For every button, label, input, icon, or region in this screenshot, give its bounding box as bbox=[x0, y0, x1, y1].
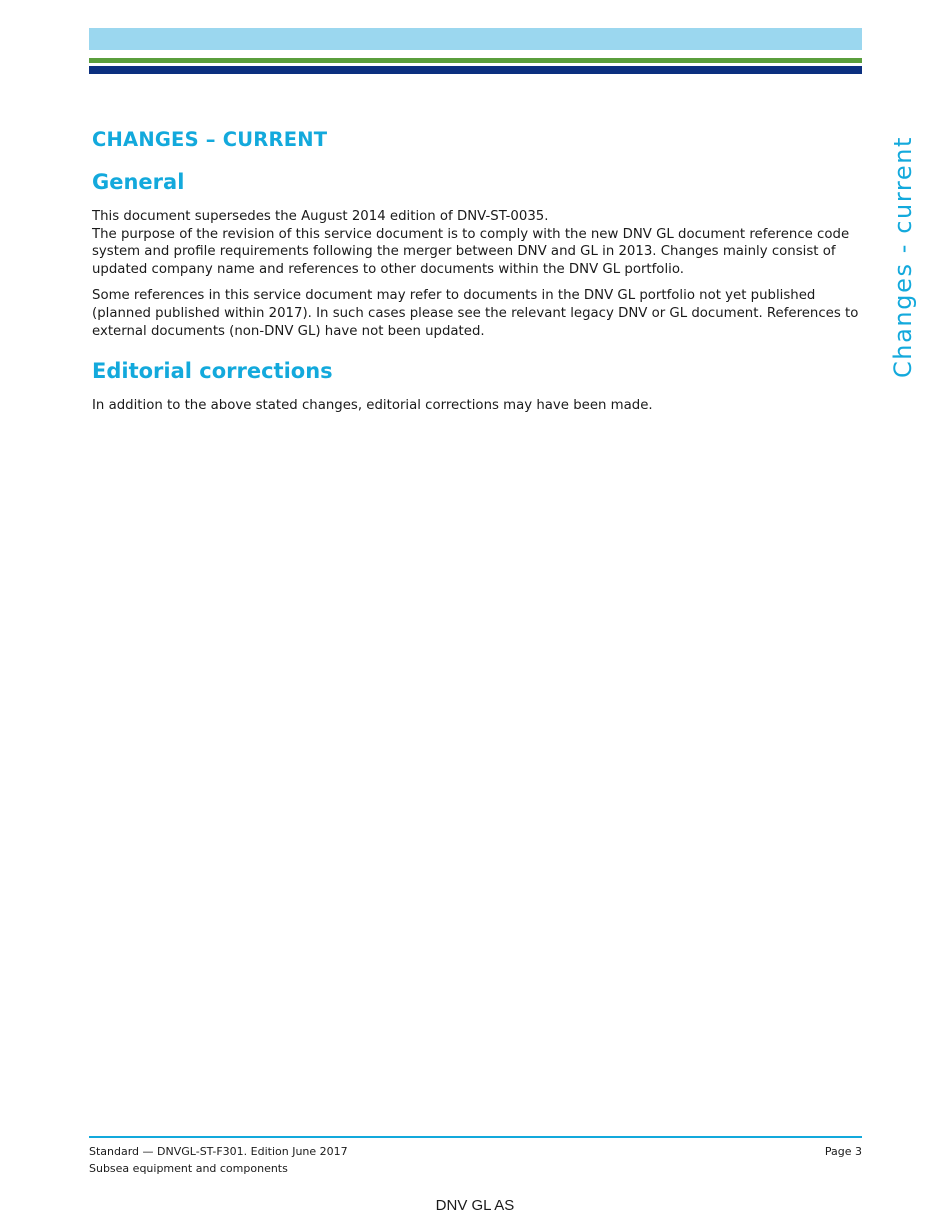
side-tab bbox=[888, 135, 918, 379]
footer-standard-line: Standard — DNVGL-ST-F301. Edition June 2017 bbox=[89, 1145, 348, 1158]
header-band-light bbox=[89, 28, 862, 50]
company-name: DNV GL AS bbox=[435, 1197, 515, 1214]
section-title-editorial: Editorial corrections bbox=[92, 359, 333, 384]
footer-subtitle-line: Subsea equipment and components bbox=[89, 1162, 288, 1175]
general-paragraph-2: Some references in this service document may refer to documents in the DNV GL portfolio not yet published (planned published within 2017). In such cases please see the relevant legacy DNV or GL document. References to external documents (non-DNV GL) have not been updated. bbox=[92, 288, 859, 339]
page-title: CHANGES – CURRENT bbox=[92, 128, 328, 151]
header-band-navy bbox=[89, 66, 862, 74]
header-band-green bbox=[89, 58, 862, 63]
document-body bbox=[92, 128, 862, 424]
section-title-general: General bbox=[92, 170, 185, 194]
page-number: Page 3 bbox=[824, 1145, 862, 1158]
side-tab-label: Changes - current bbox=[889, 135, 917, 379]
editorial-paragraph: In addition to the above stated changes, editorial corrections may have been made. bbox=[92, 398, 653, 414]
footer-document-info bbox=[89, 1143, 348, 1177]
footer-rule bbox=[89, 1136, 862, 1138]
general-paragraph-1: This document supersedes the August 2014 edition of DNV-ST-0035. The purpose of the revision of this service document is to comply with the new DNV GL document reference code system and profile requirements following the merger between DNV and GL in 2013. Changes mainly consist of updated company name and references to other documents within the DNV GL portfolio. bbox=[92, 209, 850, 277]
